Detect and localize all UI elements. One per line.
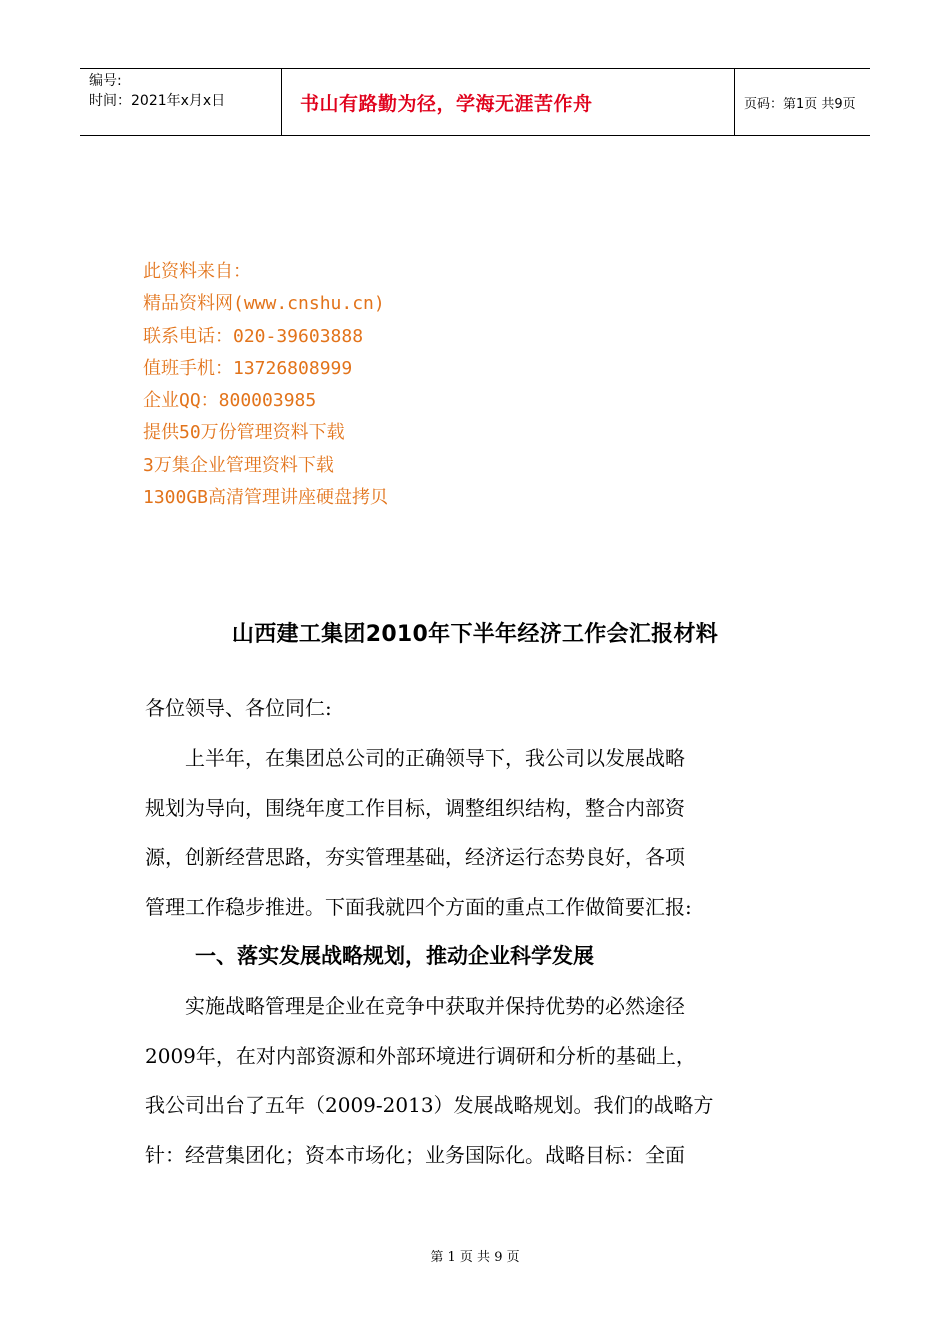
salutation: 各位领导、各位同仁: xyxy=(145,696,332,720)
source-line: 企业QQ：800003985 xyxy=(143,390,317,412)
page-header xyxy=(80,68,870,136)
section-heading: 一、落实发展战略规划，推动企业科学发展 xyxy=(195,944,594,968)
source-line: 此资料来自： xyxy=(143,261,251,282)
source-line: 值班手机：13726808999 xyxy=(143,357,353,379)
number-label: 编号: xyxy=(89,73,122,89)
paragraph-line: 上半年，在集团总公司的正确领导下，我公司以发展战略 xyxy=(145,746,685,770)
time-label: 时间：2021年x月x日 xyxy=(89,93,226,109)
source-line: 提供50万份管理资料下载 xyxy=(143,422,345,444)
paragraph-line: 针：经营集团化；资本市场化；业务国际化。战略目标：全面 xyxy=(145,1142,685,1167)
paragraph-line: 规划为导向，围绕年度工作目标，调整组织结构，整合内部资 xyxy=(145,795,685,820)
source-line: 1300GB高清管理讲座硬盘拷贝 xyxy=(143,487,389,509)
paragraph-strategy xyxy=(145,982,805,1180)
source-line: 3万集企业管理资料下载 xyxy=(143,454,334,476)
paragraph-intro xyxy=(145,734,805,932)
paragraph-line: 我公司出台了五年（2009-2013）发展战略规划。我们的战略方 xyxy=(145,1093,714,1117)
source-line: 联系电话：020-39603888 xyxy=(143,325,364,347)
paragraph-line: 实施战略管理是企业在竞争中获取并保持优势的必然途径 xyxy=(145,994,685,1018)
source-info-block xyxy=(143,256,388,514)
header-page-info: 页码：第1页 共9页 xyxy=(744,96,856,112)
paragraph-line: 管理工作稳步推进。下面我就四个方面的重点工作做简要汇报: xyxy=(145,894,692,919)
paragraph-line: 2009年，在对内部资源和外部环境进行调研和分析的基础上， xyxy=(145,1043,696,1068)
page-footer: 第 1 页 共 9 页 xyxy=(430,1250,520,1265)
paragraph-line: 源，创新经营思路，夯实管理基础，经济运行态势良好，各项 xyxy=(145,845,685,869)
document-title: 山西建工集团2010年下半年经济工作会汇报材料 xyxy=(231,622,719,647)
header-meta xyxy=(80,69,282,135)
header-motto: 书山有路勤为径，学海无涯苦作舟 xyxy=(282,69,735,135)
source-line: 精品资料网(www.cnshu.cn) xyxy=(143,293,385,315)
